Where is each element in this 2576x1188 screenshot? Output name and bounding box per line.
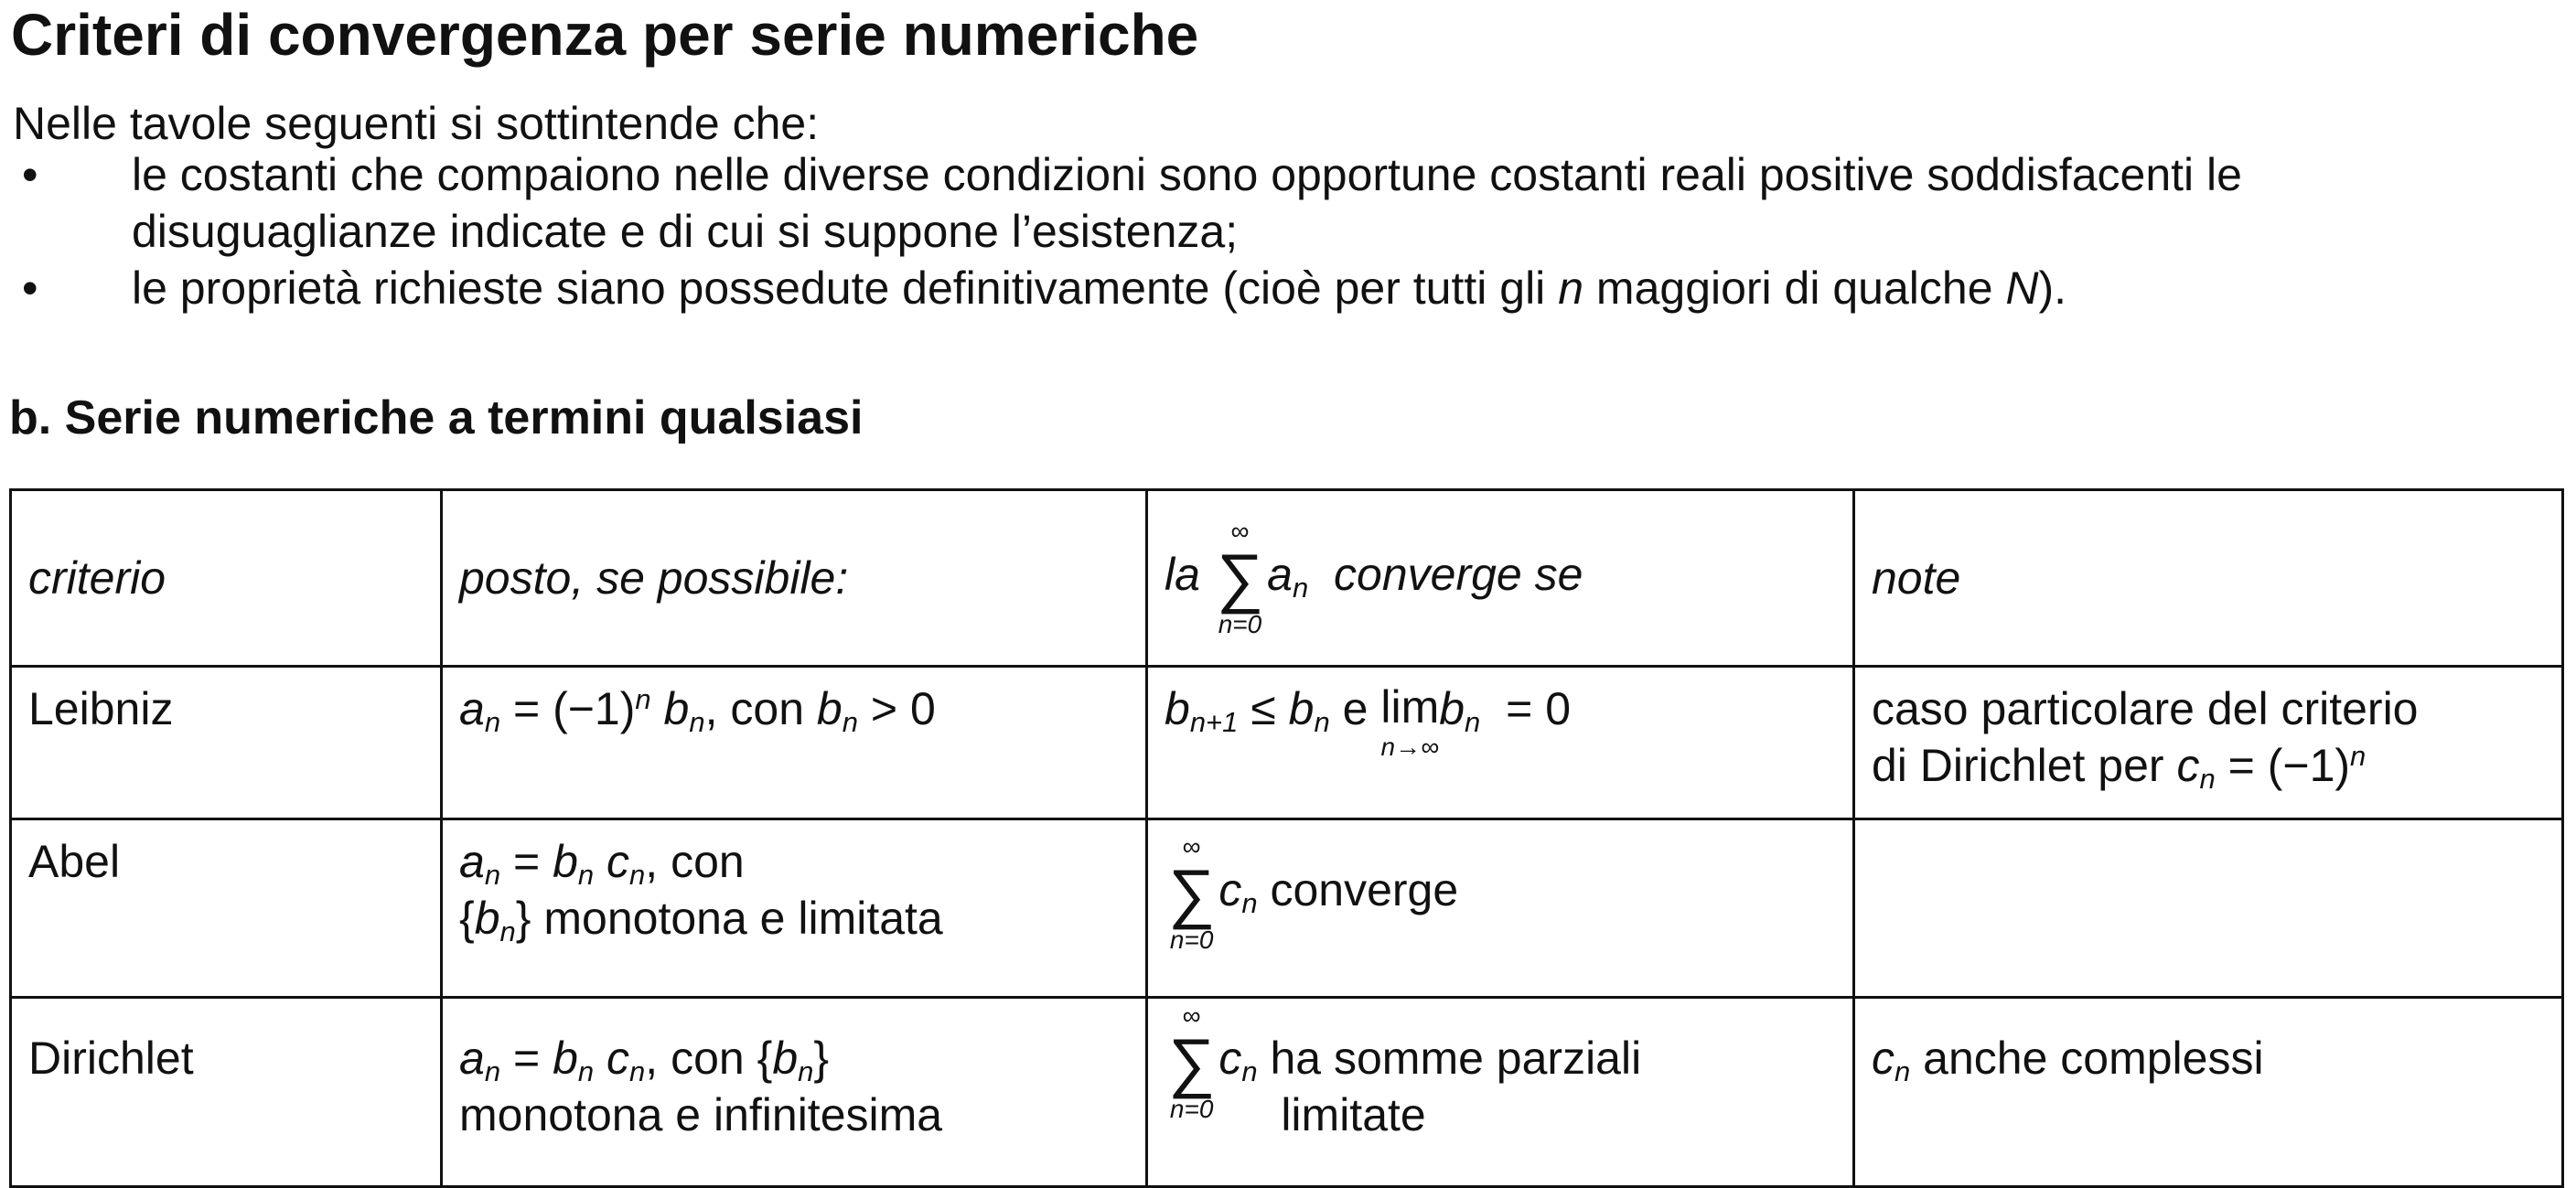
var-b: b	[553, 836, 578, 887]
var-c: c	[1872, 1033, 1894, 1084]
sub-n: n	[1314, 705, 1330, 738]
var-b: b	[816, 683, 843, 734]
equals-sign: =	[512, 1033, 541, 1084]
sub-n: n	[798, 1054, 814, 1087]
sum-symbol	[1217, 518, 1263, 638]
cell-abel-condition	[1147, 819, 1854, 998]
sigma-glyph: ∑	[1168, 857, 1216, 930]
header-a-sub: n	[1292, 571, 1309, 604]
table-header-row	[11, 490, 2563, 667]
abel-converge-text: converge	[1270, 864, 1459, 916]
dirichlet-name: Dirichlet	[28, 1033, 194, 1084]
var-a: a	[459, 1033, 485, 1084]
page-title: Criteri di convergenza per serie numeriche	[11, 2, 1199, 68]
sub-n: n	[577, 1054, 595, 1087]
equals-sign: =	[2227, 740, 2255, 791]
cell-leibniz-condition	[1147, 667, 1854, 819]
dirichlet-ha-somme-text: ha somme parziali	[1270, 1033, 1642, 1084]
leibniz-note-line-1: caso particolare del criterio	[1872, 683, 2419, 734]
header-note-text: note	[1872, 552, 1961, 604]
bullet-list	[13, 146, 2565, 316]
equals-sign: =	[512, 836, 541, 887]
var-c: c	[1218, 864, 1242, 916]
leibniz-note-line-2: di Dirichlet per	[1872, 740, 2164, 791]
dirichlet-condition-text	[1218, 1002, 1641, 1143]
cell-leibniz-criterio	[11, 667, 442, 819]
bullet-dot: •	[22, 262, 38, 314]
var-c: c	[606, 1033, 630, 1084]
header-posto	[442, 490, 1147, 667]
sup-n: n	[2350, 739, 2367, 772]
sum-lower-limit: n=0	[1218, 610, 1262, 638]
cell-leibniz-posto	[442, 667, 1147, 819]
zero: 0	[910, 683, 936, 734]
var-c: c	[2176, 740, 2200, 791]
header-criterio	[11, 490, 442, 667]
sum-lower-limit: n=0	[1169, 926, 1214, 954]
var-b: b	[474, 893, 500, 944]
bullet-text-b: maggiori di qualche	[1595, 262, 1993, 314]
sub-n-plus-1: n+1	[1189, 705, 1239, 738]
sub-n: n	[629, 858, 646, 891]
sum-lower-limit: n=0	[1169, 1095, 1214, 1123]
con-text: , con	[645, 1033, 745, 1084]
sigma-glyph: ∑	[1168, 1026, 1216, 1099]
sub-n: n	[484, 1054, 501, 1087]
cell-abel-note	[1854, 819, 2563, 998]
sup-n: n	[635, 682, 651, 715]
left-brace: {	[757, 1033, 773, 1084]
bullet-line-1: le costanti che compaiono nelle diverse condizioni sono opportune costanti reali positive soddisfacenti le	[132, 149, 2242, 200]
var-b: b	[553, 1033, 578, 1084]
sub-n: n	[2199, 762, 2216, 795]
sub-n: n	[1465, 705, 1481, 738]
header-posto-rest: , se possibile:	[571, 552, 849, 604]
var-b: b	[772, 1033, 799, 1084]
bullet-item-constants	[13, 146, 2565, 260]
limit-operator	[1380, 680, 1439, 761]
dirichlet-limitate-text: limitate	[1281, 1089, 1426, 1140]
sub-n: n	[689, 705, 705, 738]
var-c: c	[606, 836, 630, 887]
minus-one: (−1)	[2267, 740, 2351, 791]
sum-upper-limit: ∞	[1230, 517, 1250, 545]
bullet-var-n: n	[1558, 262, 1584, 314]
sub-n: n	[499, 915, 516, 947]
sub-n: n	[577, 858, 595, 891]
var-a: a	[459, 683, 485, 734]
dirichlet-condition-layout	[1165, 1002, 1836, 1143]
bullet-item-definitively	[13, 260, 2565, 316]
header-posto-word: posto	[459, 552, 572, 604]
table-row-abel	[11, 819, 2563, 998]
right-brace: }	[813, 1033, 830, 1084]
cell-leibniz-note	[1854, 667, 2563, 819]
left-brace: {	[459, 893, 475, 944]
equals-sign: =	[1506, 683, 1533, 734]
var-b: b	[1439, 683, 1465, 734]
lim-subscript: n→∞	[1380, 733, 1440, 761]
bullet-line-2: disuguaglianze indicate e di cui si suppone l’esistenza;	[132, 206, 1239, 257]
bullet-text-c: ).	[2038, 262, 2067, 314]
var-b: b	[663, 683, 690, 734]
var-a: a	[459, 836, 485, 887]
cell-dirichlet-condition	[1147, 998, 1854, 1187]
sum-upper-limit: ∞	[1182, 1001, 1201, 1030]
zero: 0	[1545, 683, 1572, 734]
bullet-var-N: N	[2005, 262, 2039, 314]
dirichlet-note-text: anche complessi	[1923, 1033, 2264, 1084]
bullet-dot: •	[22, 149, 38, 200]
header-note	[1854, 490, 2563, 667]
abel-name: Abel	[28, 836, 121, 887]
sub-n: n	[484, 858, 501, 891]
abel-monotona-text: monotona e limitata	[543, 893, 943, 944]
var-c: c	[1218, 1033, 1242, 1084]
sum-upper-limit: ∞	[1182, 832, 1201, 861]
criteria-table	[9, 488, 2564, 1188]
leibniz-name: Leibniz	[28, 683, 174, 734]
sum-symbol	[1168, 1002, 1215, 1123]
header-converge	[1147, 490, 1854, 667]
cell-dirichlet-criterio	[11, 998, 442, 1187]
intro-text: Nelle tavole seguenti si sottintende che:	[13, 98, 820, 149]
sum-symbol	[1168, 833, 1215, 954]
minus-one: (−1)	[553, 683, 636, 734]
con-text: , con	[645, 836, 745, 887]
right-brace: }	[515, 893, 531, 944]
equals-sign: =	[512, 683, 541, 734]
header-a: a	[1267, 549, 1293, 601]
cell-dirichlet-note	[1854, 998, 2563, 1187]
le-sign: ≤	[1250, 683, 1276, 734]
dirichlet-monotona-text: monotona e infinitesima	[459, 1089, 943, 1140]
cell-dirichlet-posto	[442, 998, 1147, 1187]
table-row-dirichlet	[11, 998, 2563, 1187]
sub-n: n	[1241, 886, 1258, 919]
section-subtitle: b. Serie numeriche a termini qualsiasi	[9, 391, 864, 444]
header-converge-se: converge se	[1334, 549, 1583, 601]
sub-n: n	[1241, 1054, 1258, 1087]
header-la: la	[1165, 549, 1200, 601]
header-criterio-text: criterio	[28, 552, 166, 604]
sub-n: n	[1894, 1054, 1911, 1087]
cell-abel-criterio	[11, 819, 442, 998]
table-row-leibniz	[11, 667, 2563, 819]
sub-n: n	[629, 1054, 646, 1087]
var-b: b	[1288, 683, 1315, 734]
cell-abel-posto	[442, 819, 1147, 998]
sigma-glyph: ∑	[1216, 541, 1264, 615]
var-b: b	[1165, 683, 1190, 734]
and-text: e	[1342, 683, 1368, 734]
greater-sign: >	[870, 683, 898, 734]
lim-word: lim	[1380, 681, 1440, 733]
sub-n: n	[484, 705, 501, 738]
sub-n: n	[842, 705, 858, 738]
con-text: , con	[704, 683, 805, 734]
bullet-text-a: le proprietà richieste siano possedute definitivamente (cioè per tutti gli	[132, 262, 1546, 314]
